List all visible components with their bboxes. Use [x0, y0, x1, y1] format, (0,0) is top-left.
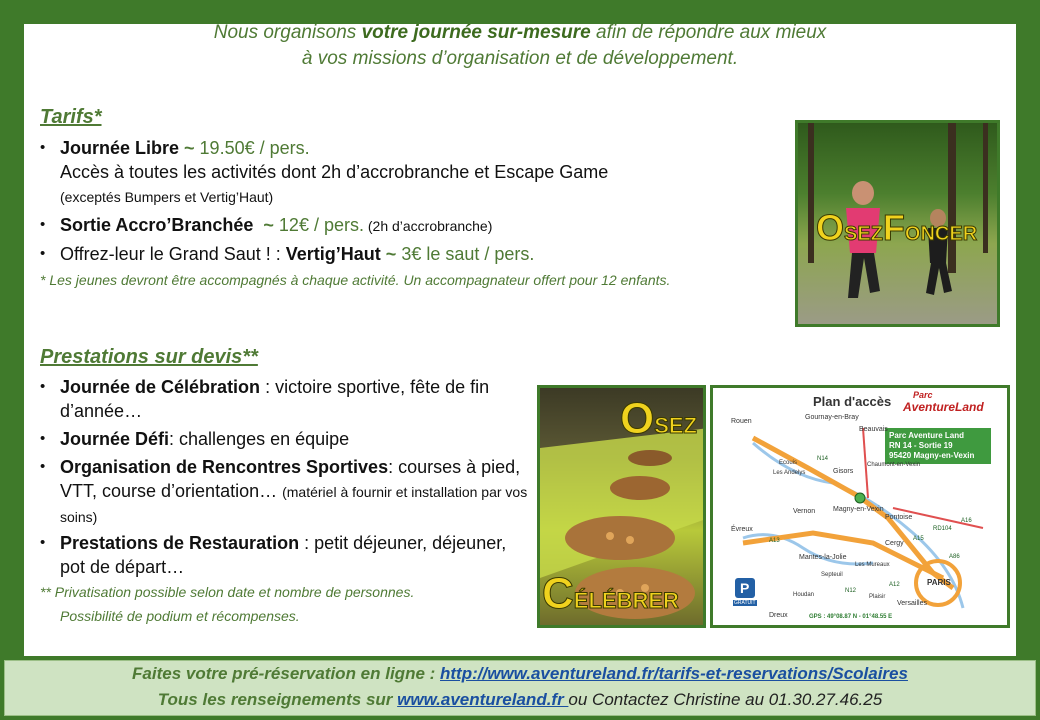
prestations-list — [40, 375, 532, 583]
map-town: Mantes-la-Jolie — [799, 554, 847, 561]
map-road: N12 — [845, 588, 857, 594]
reservation-link[interactable]: http://www.aventureland.fr/tarifs-et-reservations/Scolaires — [440, 664, 908, 683]
map-address-line: Parc Aventure Land — [889, 431, 964, 440]
map-brand: AventureLand — [903, 400, 984, 414]
intro-line1-c: afin de répondre aux mieux — [590, 22, 827, 43]
tarif-label: Journée Libre — [60, 138, 180, 158]
tarif-sep: ~ — [179, 138, 200, 158]
logo-word: SEZ — [654, 413, 697, 438]
osez-logo — [620, 394, 697, 444]
prestation-text: : challenges en équipe — [169, 429, 350, 449]
map-road: A12 — [889, 582, 900, 588]
prestation-item-rencontres — [40, 455, 532, 529]
running-photo — [795, 120, 1000, 327]
map-road: A86 — [949, 554, 960, 560]
website-link[interactable]: www.aventureland.fr — [397, 690, 569, 709]
map-road: A15 — [913, 536, 924, 542]
map-town: Septeuil — [821, 572, 843, 578]
banner-l1-text: Faites votre pré-réservation en ligne : — [132, 664, 441, 683]
prestation-item-defi — [40, 427, 532, 451]
prestation-item-restauration — [40, 531, 532, 579]
prestation-label: Organisation de Rencontres Sportives — [60, 457, 389, 477]
map-town: Les Andelys — [773, 470, 806, 476]
map-town: Chaumont-en-Vexin — [867, 462, 921, 468]
map-address-line: RN 14 - Sortie 19 — [889, 441, 953, 450]
logo-letter: F — [882, 207, 905, 248]
celebrer-logo — [542, 569, 679, 619]
tarif-item-vertig — [40, 242, 800, 266]
map-town: Les Mureaux — [855, 562, 890, 568]
tarifs-note: * Les jeunes devront être accompagnés à chaque activité. Un accompagnateur offert pour 12 enfants. — [40, 272, 671, 288]
map-road: RD104 — [933, 526, 952, 532]
tarif-sep: ~ — [380, 244, 402, 264]
map-town: Magny-en-Vexin — [833, 506, 884, 513]
logo-letter: O — [619, 394, 655, 443]
logo-letter: O — [816, 207, 845, 248]
prestation-label: Journée Défi — [60, 429, 170, 449]
banner-contact: ou Contactez Christine au 01.30.27.46.25 — [568, 690, 883, 709]
prestation-item-celebration — [40, 375, 532, 423]
prestation-text: : victoire sportive, fête de fin d’année… — [60, 377, 490, 421]
prestations-note — [40, 580, 540, 628]
map-town: Dreux — [769, 612, 788, 619]
tarif-label: Sortie Accro’Branchée — [60, 215, 254, 235]
map-town: Plaisir — [869, 594, 886, 600]
map-town: Pontoise — [885, 514, 913, 521]
map-town: Houdan — [793, 592, 815, 598]
tarifs-list — [40, 136, 800, 270]
intro-text — [0, 20, 1040, 72]
tarif-detail: (2h d’accrobranche) — [363, 218, 493, 234]
logo-word: ONCER — [904, 223, 978, 245]
map-town: Versailles — [897, 600, 927, 607]
tarif-price: 3€ le saut / pers. — [401, 244, 535, 264]
prestations-note-line2: Possibilité de podium et récompenses. — [60, 608, 300, 624]
prestations-note-line1: ** Privatisation possible selon date et nombre de personnes. — [40, 584, 415, 600]
svg-text:P: P — [740, 580, 750, 596]
prestation-text: : petit déjeuner, déjeuner, pot de départ… — [60, 533, 507, 577]
tarif-item-accro — [40, 213, 800, 238]
tarif-desc: Accès à toutes les activités dont 2h d’accrobranche et Escape Game — [60, 162, 609, 182]
map-address — [885, 428, 991, 464]
tarif-price: 19.50€ / pers. — [199, 138, 310, 158]
tarif-label: Vertig’Haut — [285, 244, 381, 264]
map-town: Gournay-en-Bray — [805, 414, 859, 421]
map-town: Cergy — [885, 540, 904, 547]
map-town: Évreux — [731, 526, 753, 533]
logo-word: SEZ — [844, 223, 883, 245]
map-brand-small: Parc — [913, 390, 933, 400]
osez-foncer-logo — [816, 207, 977, 249]
intro-line2: à vos missions d’organisation et de développement. — [301, 48, 739, 69]
food-photo — [537, 385, 706, 628]
tarif-sep: ~ — [253, 215, 279, 235]
tarif-price: 12€ / pers. — [278, 215, 364, 235]
prestations-title: Prestations sur devis** — [40, 346, 258, 368]
map-address-line: 95420 Magny-en-Vexin — [889, 451, 975, 460]
map-town: PARIS — [927, 578, 951, 587]
tarif-detail: (exceptés Bumpers et Vertig’Haut) — [60, 189, 274, 205]
logo-letter: C — [542, 569, 574, 618]
logo-word: ÉLÉBRER — [573, 588, 679, 613]
tarif-item-libre — [40, 136, 800, 209]
prestation-small: (matériel à fournir et installation par vos soins) — [60, 484, 528, 525]
map-town: Gisors — [833, 468, 854, 475]
map-road: A16 — [961, 518, 972, 524]
prestation-label: Prestations de Restauration — [60, 533, 300, 553]
intro-highlight: votre journée sur-mesure — [361, 22, 591, 43]
banner-l2-text: Tous les renseignements sur — [157, 690, 398, 709]
map-gps: GPS : 49°08.87 N - 01°48.55 E — [809, 614, 893, 620]
parking-label: GRATUIT — [734, 600, 756, 606]
map-town: Rouen — [731, 418, 752, 425]
banner-line1 — [5, 661, 1035, 687]
map-road: A13 — [769, 538, 780, 544]
intro-line1-a: Nous organisons — [213, 22, 362, 43]
tarif-prefix: Offrez-leur le Grand Saut ! : — [60, 244, 286, 264]
map-town: Vernon — [793, 508, 816, 515]
map-title: Plan d'accès — [813, 394, 892, 409]
prestation-text: : courses à pied, VTT, course d’orientation… — [60, 457, 521, 501]
map-town: Beauvais — [859, 426, 888, 433]
tarifs-title: Tarifs* — [40, 106, 102, 128]
access-map — [710, 385, 1010, 628]
banner-line2 — [5, 687, 1035, 713]
footer-banner — [4, 660, 1036, 716]
prestation-label: Journée de Célébration — [60, 377, 261, 397]
map-town: Ecouis — [779, 460, 798, 466]
map-road: N14 — [817, 456, 829, 462]
